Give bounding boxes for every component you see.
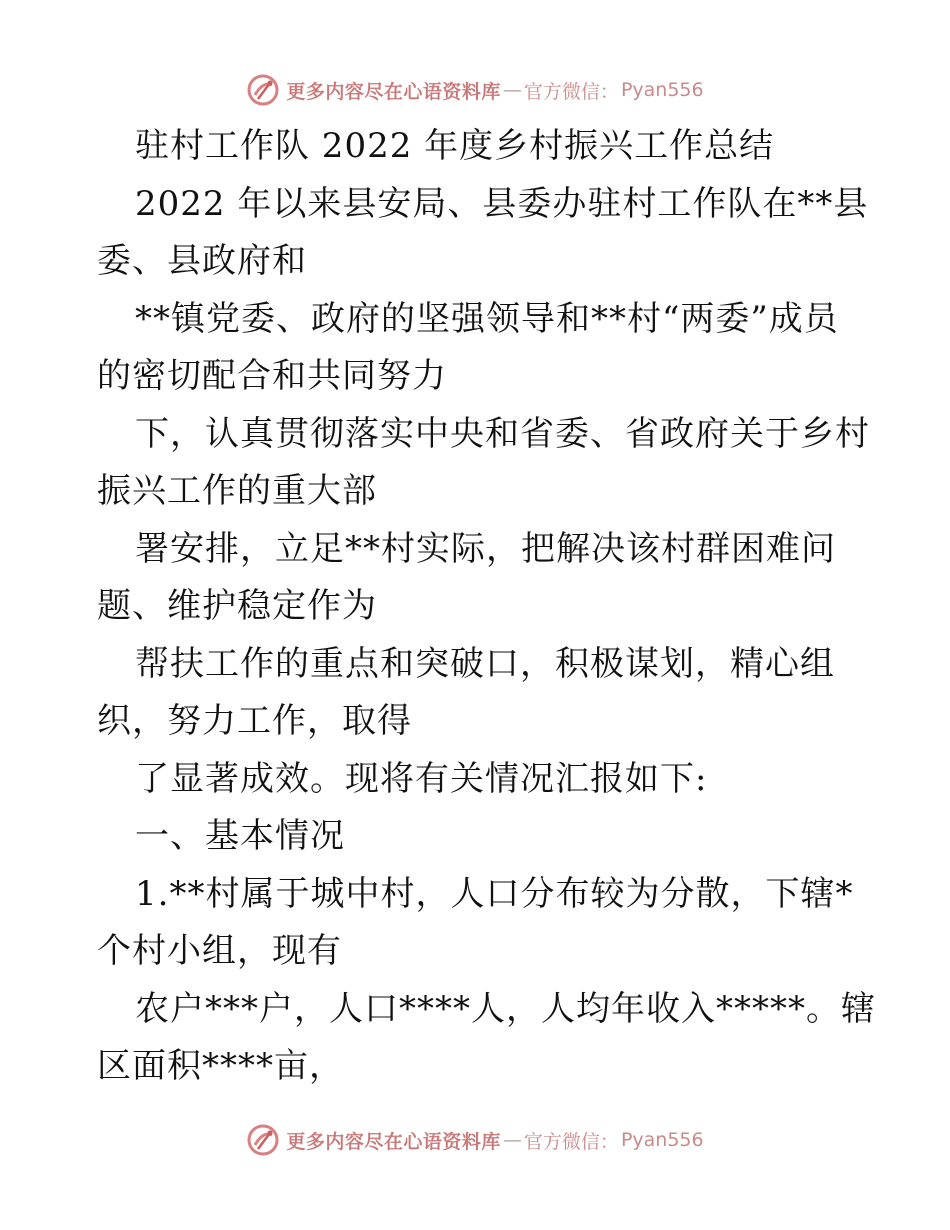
paragraph-line: 帮扶工作的重点和突破口，积极谋划，精心组	[135, 643, 835, 684]
paragraph-line: **镇党委、政府的坚强领导和**村“两委”成员	[135, 298, 839, 339]
watermark-main-text: 更多内容尽在心语资料库	[286, 1130, 501, 1153]
paragraph-line: 农户***户，人口****人，人均年收入*****。辖	[135, 988, 876, 1029]
watermark-tail-text: 官方微信：	[523, 1130, 619, 1153]
document-title: 驻村工作队 2022 年度乡村振兴工作总结	[135, 126, 775, 166]
paragraph-line: 1.**村属于城中村，人口分布较为分散，下辖*	[135, 873, 854, 914]
paragraph-line: 个村小组，现有	[97, 931, 342, 971]
paragraph-line: 振兴工作的重大部	[97, 471, 377, 511]
watermark-wechat-id: Pyan556	[620, 79, 704, 101]
header-watermark	[0, 70, 950, 110]
watermark-dash: —	[502, 1129, 522, 1151]
paragraph-line: 了显著成效。现将有关情况汇报如下:	[135, 758, 708, 799]
paragraph-line: 题、维护稳定作为	[97, 586, 377, 626]
paragraph-line: 署安排，立足**村实际，把解决该村群困难问	[135, 528, 836, 569]
watermark-tail-text: 官方微信：	[523, 80, 619, 103]
paragraph-line: 区面积****亩，	[97, 1046, 344, 1086]
watermark-main-text: 更多内容尽在心语资料库	[286, 80, 501, 103]
logo-icon	[246, 73, 280, 107]
paragraph-line: 委、县政府和	[97, 241, 307, 281]
logo-icon	[246, 1123, 280, 1157]
paragraph-line: 织，努力工作，取得	[97, 701, 412, 741]
paragraph-line: 的密切配合和共同努力	[97, 356, 447, 396]
watermark-dash: —	[502, 79, 522, 101]
paragraph-line: 2022 年以来县安局、县委办驻村工作队在**县	[135, 183, 869, 224]
section-heading: 一、基本情况	[135, 816, 345, 856]
watermark-wechat-id: Pyan556	[620, 1129, 704, 1151]
paragraph-line: 下，认真贯彻落实中央和省委、省政府关于乡村	[135, 413, 870, 454]
footer-watermark	[0, 1120, 950, 1160]
document-body	[97, 118, 876, 1096]
